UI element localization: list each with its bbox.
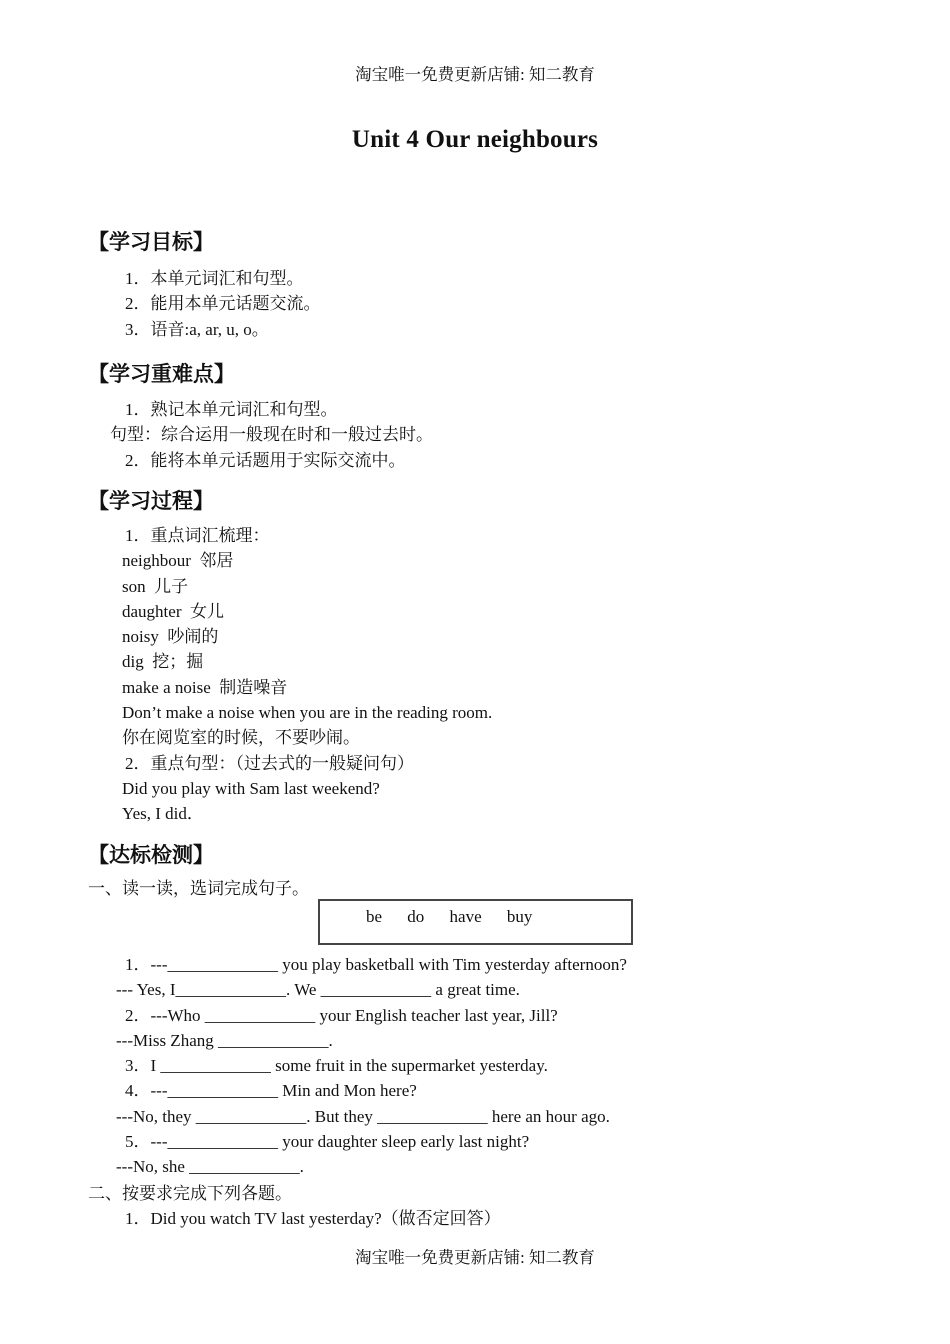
part2-title: 二、按要求完成下列各题。 bbox=[88, 1184, 292, 1203]
exercise2-list bbox=[88, 1206, 890, 1231]
word-bank-word-buy: buy bbox=[506, 907, 533, 926]
exercise1-a1: --- Yes, I_____________. We _____________ a great time. bbox=[116, 980, 520, 1000]
exercise1-q5: 5．---_____________ your daughter sleep early last night? bbox=[125, 1132, 530, 1152]
word-bank-word-have: have bbox=[449, 907, 482, 926]
key-points-list bbox=[88, 397, 890, 473]
exercise1-a2: ---Miss Zhang _____________. bbox=[116, 1030, 333, 1050]
goals-item-3: 3．语音:a, ar, u, o。 bbox=[125, 319, 269, 339]
process-list bbox=[88, 523, 890, 827]
vocab-line-daughter: daughter 女儿 bbox=[122, 601, 224, 621]
word-bank-word-do: do bbox=[407, 907, 425, 926]
section-heading-key-points: 【学习重难点】 bbox=[88, 362, 235, 386]
exercise1-q1: 1．---_____________ you play basketball with Tim yesterday afternoon? bbox=[125, 955, 627, 974]
vocab-line-dig: dig 挖；掘 bbox=[122, 652, 204, 672]
key-point-note: 句型：综合运用一般现在时和一般过去时。 bbox=[110, 425, 433, 445]
footer-note: 淘宝唯一免费更新店铺: 知二教育 bbox=[355, 1248, 595, 1267]
vocab-line-make-a-noise: make a noise 制造噪音 bbox=[122, 677, 288, 697]
goals-item-1: 1．本单元词汇和句型。 bbox=[125, 269, 304, 288]
goals-item-2: 2．能用本单元话题交流。 bbox=[125, 294, 321, 314]
example-sentence-cn: 你在阅览室的时候，不要吵闹。 bbox=[122, 728, 360, 748]
key-point-item-1: 1．熟记本单元词汇和句型。 bbox=[125, 400, 338, 419]
exercise1-q4: 4．---_____________ Min and Mon here? bbox=[125, 1081, 417, 1101]
exercise1-list bbox=[88, 952, 890, 1180]
exercise1-q3: 3．I _____________ some fruit in the supermarket yesterday. bbox=[125, 1056, 548, 1076]
key-point-item-2: 2．能将本单元话题用于实际交流中。 bbox=[125, 450, 406, 470]
part1-title: 一、读一读，选词完成句子。 bbox=[88, 879, 309, 898]
exercise1-q2: 2．---Who _____________ your English teacher last year, Jill? bbox=[125, 1005, 558, 1025]
vocab-line-noisy: noisy 吵闹的 bbox=[122, 627, 219, 647]
page-title: Unit 4 Our neighbours bbox=[351, 126, 599, 153]
section-heading-assessment: 【达标检测】 bbox=[88, 843, 214, 867]
exercise2-q1: 1．Did you watch TV last yesterday?（做否定回答） bbox=[125, 1209, 501, 1228]
header-note: 淘宝唯一免费更新店铺: 知二教育 bbox=[355, 65, 595, 84]
pattern-answer: Yes, I did． bbox=[122, 804, 204, 824]
process-line-1: 1．重点词汇梳理： bbox=[125, 526, 270, 545]
example-sentence-en: Don’t make a noise when you are in the reading room. bbox=[122, 703, 493, 723]
word-bank-box bbox=[318, 899, 633, 945]
section-heading-goals: 【学习目标】 bbox=[88, 230, 214, 254]
process-line-2: 2．重点句型：（过去式的一般疑问句） bbox=[125, 753, 414, 773]
word-bank-word-be: be bbox=[366, 907, 383, 926]
section-heading-process: 【学习过程】 bbox=[88, 489, 214, 513]
exercise1-a5: ---No, she _____________. bbox=[116, 1157, 304, 1177]
exercise1-a4: ---No, they _____________. But they _____________ here an hour ago. bbox=[116, 1106, 610, 1126]
vocab-line-son: son 儿子 bbox=[122, 576, 189, 596]
goals-list bbox=[88, 266, 890, 342]
pattern-question: Did you play with Sam last weekend? bbox=[122, 778, 380, 798]
vocab-line-neighbour: neighbour 邻居 bbox=[122, 551, 234, 571]
